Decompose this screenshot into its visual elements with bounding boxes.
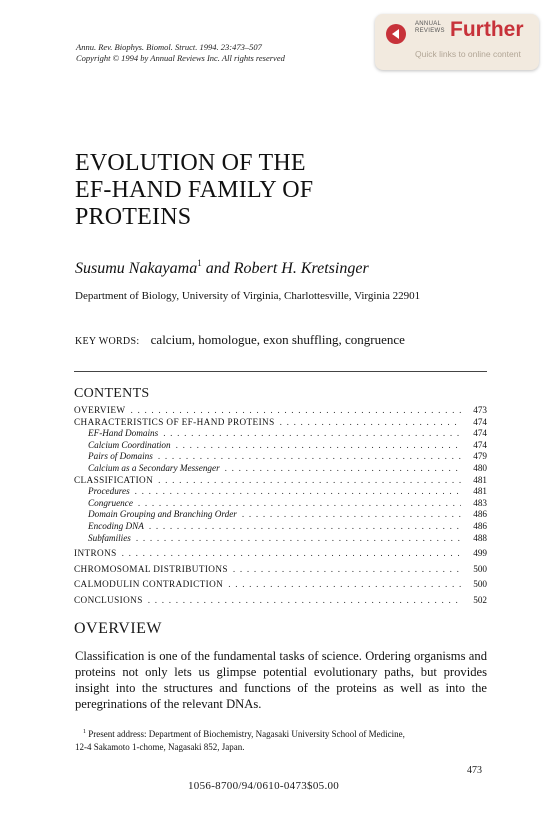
overview-heading: OVERVIEW [74, 620, 163, 637]
toc-subentry[interactable] [74, 498, 487, 510]
toc-leader [138, 498, 461, 510]
toc-subentry[interactable] [74, 428, 487, 440]
author-1: Susumu Nakayama [75, 260, 198, 277]
toc-page: 499 [473, 548, 487, 559]
toc-label: CONCLUSIONS [74, 594, 143, 605]
toc-entry[interactable] [74, 475, 487, 487]
toc-page: 479 [473, 451, 487, 462]
toc-page: 474 [473, 428, 487, 439]
toc-subentry[interactable] [74, 440, 487, 452]
citation-line-1: Annu. Rev. Biophys. Biomol. Struct. 1994. 23:473–507 [76, 42, 262, 52]
toc-subentry[interactable] [74, 463, 487, 475]
keywords [75, 332, 405, 348]
toc-label: CALMODULIN CONTRADICTION [74, 579, 224, 590]
toc-entry[interactable] [74, 564, 487, 576]
toc-leader [149, 521, 461, 533]
toc-label: Procedures [88, 486, 130, 497]
footnote-line-2: 12-4 Sakamoto 1-chome, Nagasaki 852, Japan. [75, 742, 245, 752]
toc-page: 481 [473, 474, 487, 485]
annual-reviews-logo-icon [386, 24, 406, 44]
toc-page: 486 [473, 509, 487, 520]
toc-subentry[interactable] [74, 451, 487, 463]
banner-publisher [415, 21, 445, 35]
toc-label: Subfamilies [88, 532, 131, 543]
overview-paragraph: Classification is one of the fundamental tasks of science. Ordering organisms and proteins not only lets us glimpse potential evolutionary paths, but provides insight into the structures and functions of the proteins as well as into the peregrinations of the relevant DNAs. [75, 649, 487, 711]
toc-leader [136, 533, 461, 545]
toc-leader [242, 509, 461, 521]
article-title [75, 150, 313, 231]
toc-leader [228, 579, 461, 591]
toc-leader [233, 564, 461, 576]
toc-leader [122, 548, 461, 560]
toc-page: 473 [473, 405, 487, 415]
affiliation: Department of Biology, University of Virginia, Charlottesville, Virginia 22901 [75, 290, 421, 302]
toc-subentry[interactable] [74, 533, 487, 545]
section-divider [74, 371, 487, 372]
title-line: EVOLUTION OF THE [75, 150, 306, 176]
toc-leader [176, 440, 461, 452]
toc-subentry[interactable] [74, 486, 487, 498]
toc-leader [135, 486, 461, 498]
journal-citation [76, 42, 285, 64]
toc-page: 502 [473, 594, 487, 605]
footnote-line-1 [75, 726, 487, 741]
footnote [75, 726, 487, 754]
banner-tagline[interactable]: Quick links to online content [415, 49, 521, 59]
toc-leader [280, 417, 461, 429]
author-1-footnote-marker: 1 [197, 258, 202, 268]
toc-label: Pairs of Domains [88, 451, 153, 462]
toc-label: CHROMOSOMAL DISTRIBUTIONS [74, 563, 228, 574]
toc-label: Calcium Coordination [88, 439, 171, 450]
toc-label: CLASSIFICATION [74, 474, 154, 485]
page-number: 473 [467, 765, 482, 776]
contents-heading: CONTENTS [74, 386, 150, 401]
toc-entry[interactable] [74, 579, 487, 591]
toc-label: OVERVIEW [74, 405, 126, 415]
price-code: 1056-8700/94/0610-0473$05.00 [188, 780, 340, 792]
toc-subentry[interactable] [74, 521, 487, 533]
toc-entry[interactable] [74, 405, 487, 417]
title-line: PROTEINS [75, 204, 192, 230]
toc-page: 483 [473, 497, 487, 508]
toc-page: 500 [473, 579, 487, 590]
toc-label: INTRONS [74, 548, 117, 559]
further-banner[interactable] [375, 14, 539, 70]
toc-leader [225, 463, 461, 475]
toc-page: 474 [473, 416, 487, 427]
toc-entry[interactable] [74, 417, 487, 429]
keywords-terms: calcium, homologue, exon shuffling, congruence [150, 332, 405, 347]
table-of-contents [74, 405, 487, 607]
banner-brand[interactable]: Further [450, 18, 524, 41]
author-conjunction: and [205, 260, 230, 277]
title-line: EF-HAND FAMILY OF [75, 177, 314, 203]
toc-label: Domain Grouping and Branching Order [88, 509, 237, 520]
toc-label: Calcium as a Secondary Messenger [88, 462, 220, 473]
toc-leader [158, 451, 461, 463]
toc-leader [130, 405, 461, 417]
banner-publisher-line2: REVIEWS [415, 28, 445, 34]
toc-page: 474 [473, 439, 487, 450]
toc-subentry[interactable] [74, 509, 487, 521]
keywords-label: KEY WORDS: [75, 336, 140, 347]
toc-page: 480 [473, 462, 487, 473]
banner-publisher-line1: ANNUAL [415, 21, 442, 27]
toc-leader [148, 595, 461, 607]
toc-entry[interactable] [74, 548, 487, 560]
toc-label: Congruence [88, 497, 133, 508]
citation-line-2: Copyright © 1994 by Annual Reviews Inc. All rights reserved [76, 53, 285, 63]
footnote-text-1: Present address: Department of Biochemistry, Nagasaki University School of Medicine, [88, 729, 405, 739]
toc-entry[interactable] [74, 595, 487, 607]
toc-leader [163, 428, 461, 440]
toc-page: 486 [473, 520, 487, 531]
toc-label: EF-Hand Domains [88, 428, 159, 439]
toc-leader [158, 475, 461, 487]
footnote-marker: 1 [83, 729, 86, 735]
toc-label: CHARACTERISTICS OF EF-HAND PROTEINS [74, 416, 275, 427]
authors [75, 260, 369, 278]
toc-page: 481 [473, 486, 487, 497]
author-2: Robert H. Kretsinger [233, 260, 369, 277]
toc-page: 488 [473, 532, 487, 543]
play-arrow-icon [392, 29, 399, 39]
toc-page: 500 [473, 563, 487, 574]
toc-label: Encoding DNA [88, 520, 144, 531]
